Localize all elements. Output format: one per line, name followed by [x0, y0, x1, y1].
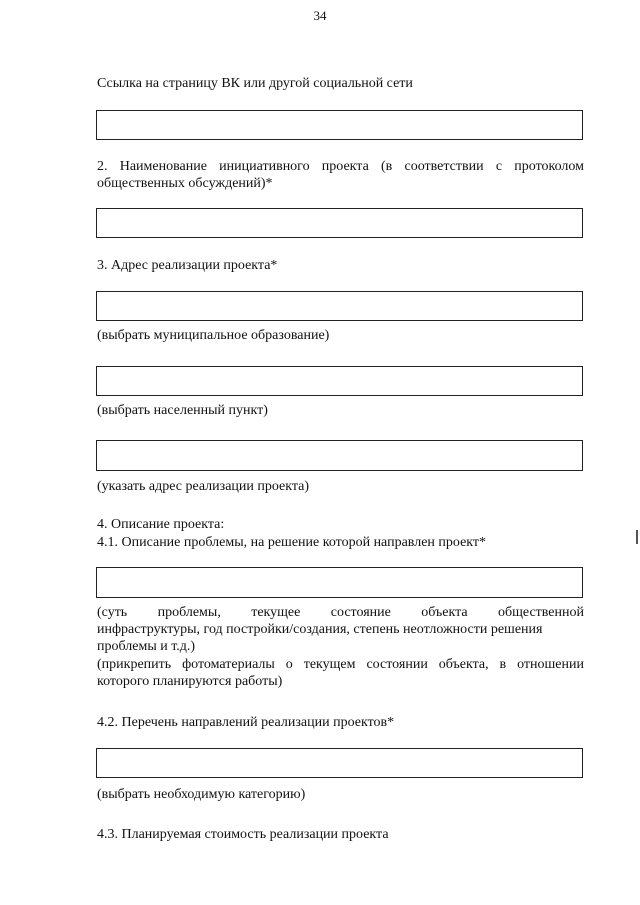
locality-hint: (выбрать населенный пункт) [97, 403, 268, 418]
municipality-hint: (выбрать муниципальное образование) [97, 328, 330, 343]
problem-description-title: 4.1. Описание проблемы, на решение которой направлен проект* [97, 535, 487, 550]
address-section-title: 3. Адрес реализации проекта* [97, 258, 278, 273]
problem-hint-line3: проблемы и т.д.) [97, 639, 196, 654]
problem-hint-line2: инфраструктуры, год постройки/создания, степень неотложности решения [97, 622, 543, 637]
problem-hint-line1: (суть проблемы, текущее состояние объекта общественной [97, 605, 584, 620]
problem-description-field[interactable] [96, 567, 583, 598]
project-address-hint: (указать адрес реализации проекта) [97, 479, 310, 494]
social-link-field[interactable] [96, 110, 583, 140]
locality-select[interactable] [96, 366, 583, 396]
scan-edge-mark [636, 530, 638, 544]
project-name-title-line1: 2. Наименование инициативного проекта (в соответствии с протоколом [97, 159, 584, 174]
directions-title: 4.2. Перечень направлений реализации проектов* [97, 715, 395, 730]
social-link-label: Ссылка на страницу ВК или другой социальной сети [97, 76, 413, 91]
planned-cost-title: 4.3. Планируемая стоимость реализации проекта [97, 827, 389, 842]
municipality-select[interactable] [96, 291, 583, 321]
category-select[interactable] [96, 748, 583, 778]
project-name-title-line2: общественных обсуждений)* [97, 176, 273, 191]
photo-hint-line1: (прикрепить фотоматериалы о текущем состоянии объекта, в отношении [97, 657, 584, 672]
description-section-title: 4. Описание проекта: [97, 517, 225, 532]
page-number: 34 [313, 8, 327, 23]
category-hint: (выбрать необходимую категорию) [97, 787, 306, 802]
project-address-field[interactable] [96, 440, 583, 471]
project-name-field[interactable] [96, 208, 583, 238]
photo-hint-line2: которого планируются работы) [97, 674, 283, 689]
